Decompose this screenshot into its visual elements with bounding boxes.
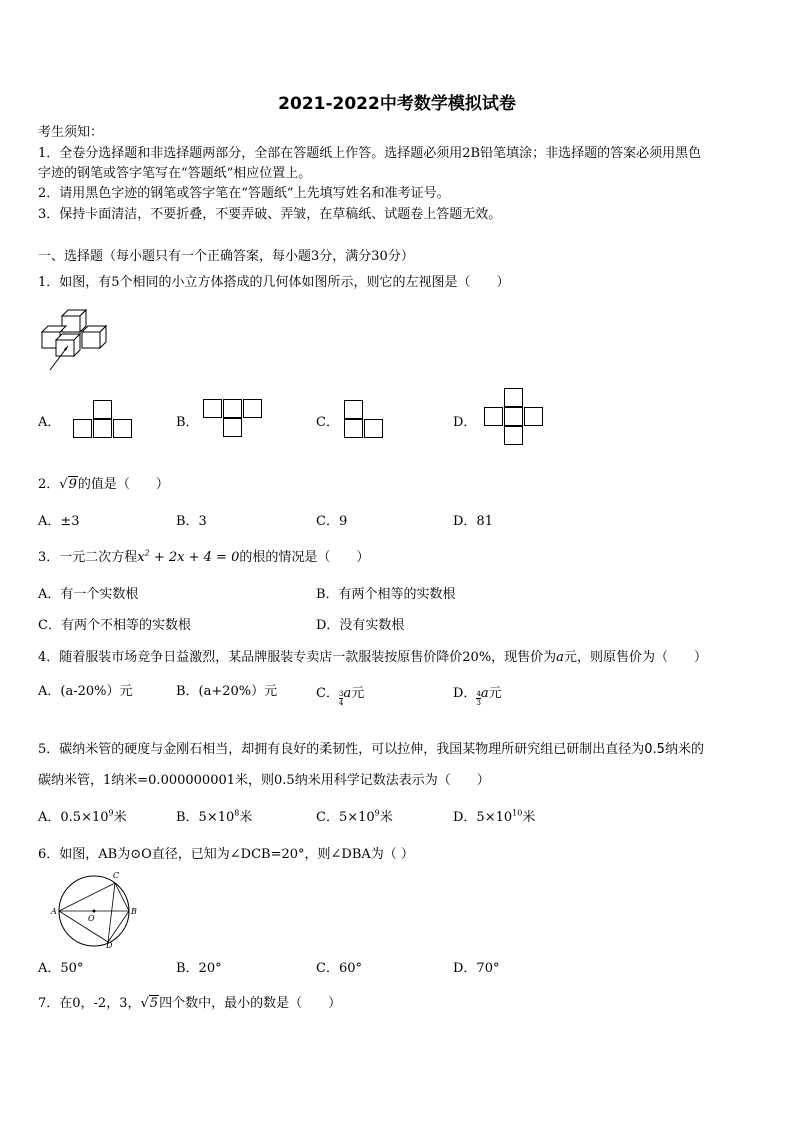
question-4-stem: 4．随着服装市场竞争日益激烈，某品牌服装专卖店一款服装按原售价降价20%，现售价为a元，则原售价为（ ） [38, 650, 707, 665]
q2-option-d: D．81 [453, 514, 493, 529]
equation: $x^2 + 2x + 4 = 0$ [137, 548, 240, 565]
q6-option-c: C．60° [316, 961, 362, 976]
point-b-label: B [131, 907, 137, 916]
notice-line-3: 3．保持卡面清洁，不要折叠，不要弄破、弄皱，在草稿纸、试题卷上答题无效。 [38, 207, 502, 222]
notice-line-1a: 1．全卷分选择题和非选择题两部分，全部在答题纸上作答。选择题必须用2B铅笔填涂；非选择题的答案必须用黑色 [38, 146, 702, 161]
q2-option-a: A．±3 [38, 514, 80, 529]
q3-option-d: D．没有实数根 [316, 618, 405, 633]
question-2-stem: 2．√9的值是（ ） [38, 477, 169, 492]
q5-option-a: A．$0.5\times 10^9$米 [38, 808, 127, 825]
point-a-label: A [51, 907, 57, 916]
question-7-stem: 7．在0，-2，3，√5四个数中，最小的数是（ ） [38, 996, 342, 1011]
question-5-stem-line-2: 碳纳米管，1纳米=0.000000001米，则0.5纳米用科学记数法表示为（ ） [38, 773, 490, 788]
q4-option-a: A．(a-20%）元 [38, 684, 133, 699]
circle-figure [50, 868, 140, 948]
notice-line-1b: 字迹的钢笔或答字笔写在“答题纸”相应位置上。 [38, 166, 312, 181]
point-d-label: D [106, 941, 113, 948]
question-1-stem: 1．如图，有5个相同的小立方体搭成的几何体如图所示，则它的左视图是（ ） [38, 275, 510, 290]
point-o-label: O [88, 914, 95, 923]
q6-option-a: A．50° [38, 961, 84, 976]
point-c-label: C [113, 871, 120, 880]
q3-option-c: C．有两个不相等的实数根 [38, 618, 191, 633]
sqrt-5: √5 [140, 996, 159, 1011]
q3-option-b: B．有两个相等的实数根 [316, 587, 456, 602]
q4-option-c: C． $\frac{3}{4}$ a元 [316, 686, 365, 707]
q4-option-b: B．(a+20%）元 [176, 684, 278, 699]
q5-option-d: D．$5\times 10^{10}$米 [453, 808, 536, 825]
q1-option-b-label: B． [176, 415, 199, 430]
q6-option-d: D．70° [453, 961, 500, 976]
q1-option-c-label: C． [316, 415, 339, 430]
q1-option-d-label: D． [453, 415, 477, 430]
q3-option-a: A．有一个实数根 [38, 587, 139, 602]
q2-option-b: B．3 [176, 514, 207, 529]
q1-option-a-label: A． [38, 415, 61, 430]
question-3-stem: 3．一元二次方程$x^2 + 2x + 4 = 0$的根的情况是（ ） [38, 548, 370, 565]
q2-option-c: C．9 [316, 514, 348, 529]
q5-option-b: B．$5\times 10^8$米 [176, 808, 253, 825]
section-heading: 一、选择题（每小题只有一个正确答案，每小题3分，满分30分） [38, 249, 414, 264]
notice-line-2: 2．请用黑色字迹的钢笔或答字笔在“答题纸”上先填写姓名和准考证号。 [38, 186, 450, 201]
notice-heading: 考生须知： [38, 125, 104, 140]
page-title: 2021-2022中考数学模拟试卷 [278, 94, 516, 114]
cube-stack-figure [38, 300, 110, 374]
question-6-stem: 6．如图，AB为⊙O直径，已知为∠DCB=20°，则∠DBA为（ ） [38, 847, 414, 862]
sqrt-9: √9 [59, 477, 77, 492]
q6-option-b: B．20° [176, 961, 222, 976]
question-5-stem-line-1: 5．碳纳米管的硬度与金刚石相当，却拥有良好的柔韧性，可以拉伸，我国某物理所研究组已研制出直径为0.5纳米的 [38, 742, 704, 757]
q5-option-c: C．$5\times 10^9$米 [316, 808, 393, 825]
q4-option-d: D． $\frac{4}{3}$ a元 [453, 686, 502, 707]
